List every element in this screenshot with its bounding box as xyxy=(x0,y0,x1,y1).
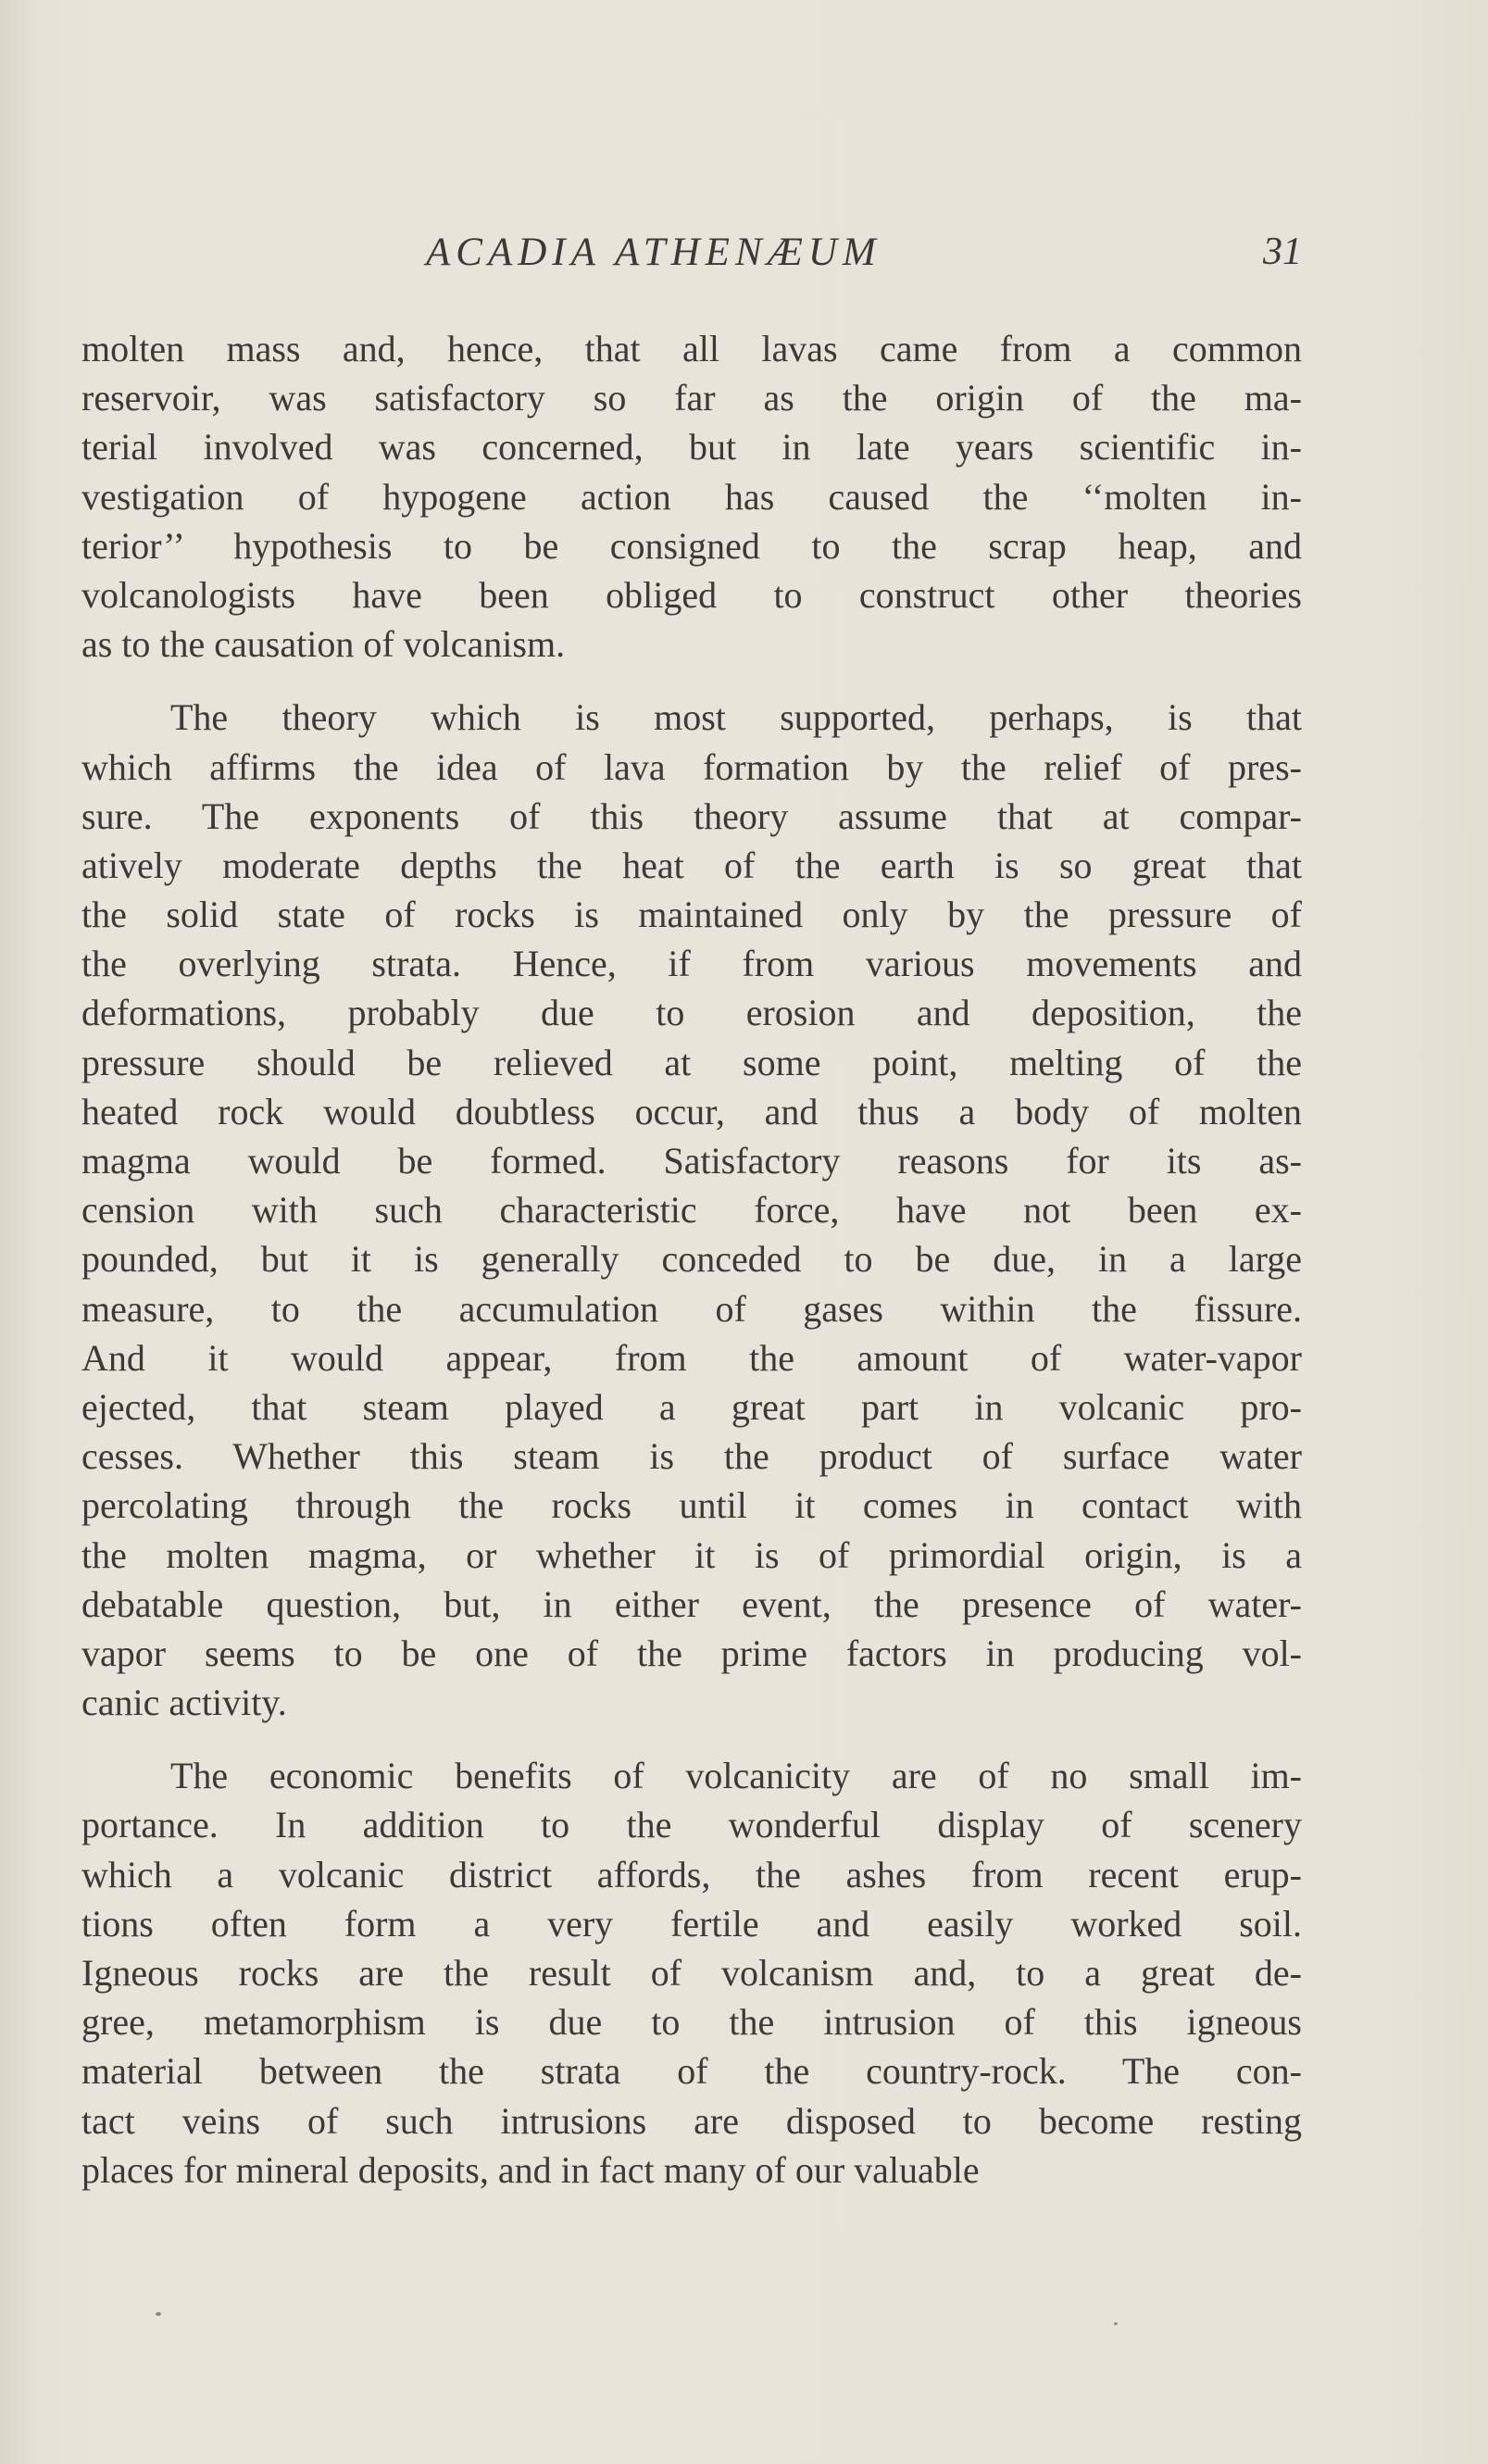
text-line: cesses. Whether this steam is the product of surface water xyxy=(81,1435,1302,1478)
text-line: which affirms the idea of lava formation by the relief of pres- xyxy=(81,745,1302,788)
running-title: ACADIA ATHENÆUM xyxy=(426,231,882,274)
text-line: atively moderate depths the heat of the earth is so great that xyxy=(81,844,1302,886)
text-line: vestigation of hypogene action has caused the ‘‘molten in- xyxy=(81,475,1302,518)
text-line: The economic benefits of volcanicity are of no small im- xyxy=(170,1755,1302,1797)
text-line: gree, metamorphism is due to the intrusion of this igneous xyxy=(81,2001,1302,2044)
text-line: Igneous rocks are the result of volcanism and, to a great de- xyxy=(81,1952,1302,1994)
text-line: the solid state of rocks is maintained only by the pressure of xyxy=(81,894,1302,936)
text-line: material between the strata of the country-rock. The con- xyxy=(81,2050,1302,2093)
paragraph xyxy=(81,693,1302,1727)
paragraph xyxy=(81,1751,1302,2195)
text-line: molten mass and, hence, that all lavas came from a common xyxy=(81,328,1302,369)
text-line: as to the causation of volcanism. xyxy=(81,623,566,666)
text-line: magma would be formed. Satisfactory reasons for its as- xyxy=(81,1140,1302,1182)
text-line: heated rock would doubtless occur, and thus a body of molten xyxy=(81,1090,1302,1132)
page-header xyxy=(81,230,1302,285)
text-line: which a volcanic district affords, the ashes from recent erup- xyxy=(81,1853,1302,1895)
text-line: the molten magma, or whether it is of primordial origin, is a xyxy=(81,1533,1302,1576)
text-line: terial involved was concerned, but in late years scientific in- xyxy=(81,426,1302,469)
text-line: tact veins of such intrusions are disposed to become resting xyxy=(81,2099,1302,2142)
text-line: tions often form a very fertile and easily worked soil. xyxy=(81,1902,1302,1945)
ink-speck xyxy=(156,2312,161,2316)
text-line: The theory which is most supported, perhaps, is that xyxy=(170,696,1302,739)
text-line: reservoir, was satisfactory so far as the origin of the ma- xyxy=(81,377,1302,419)
text-line: portance. In addition to the wonderful display of scenery xyxy=(81,1804,1302,1846)
text-line: pounded, but it is generally conceded to be due, in a large xyxy=(81,1238,1302,1281)
ink-speck xyxy=(1114,2322,1118,2325)
text-line: vapor seems to be one of the prime factors in producing vol- xyxy=(81,1632,1302,1674)
text-line: volcanologists have been obliged to construct other theories xyxy=(81,573,1302,616)
text-line: terior’’ hypothesis to be consigned to the scrap heap, and xyxy=(81,524,1302,567)
text-line: And it would appear, from the amount of water-vapor xyxy=(81,1336,1302,1379)
text-line: pressure should be relieved at some point, melting of the xyxy=(81,1041,1302,1083)
page-number: 31 xyxy=(1263,231,1302,273)
text-line: canic activity. xyxy=(81,1682,287,1724)
text-line: cension with such characteristic force, have not been ex- xyxy=(81,1189,1302,1232)
text-line: measure, to the accumulation of gases within the fissure. xyxy=(81,1287,1302,1330)
paragraph xyxy=(81,324,1302,669)
text-line: ejected, that steam played a great part in volcanic pro- xyxy=(81,1385,1302,1428)
text-line: deformations, probably due to erosion and deposition, the xyxy=(81,992,1302,1034)
text-line: debatable question, but, in either event, the presence of water- xyxy=(81,1582,1302,1625)
text-line: the overlying strata. Hence, if from various movements and xyxy=(81,943,1302,985)
text-line: places for mineral deposits, and in fact many of our valuable xyxy=(81,2148,980,2191)
body-text xyxy=(81,324,1302,2219)
text-line: percolating through the rocks until it comes in contact with xyxy=(81,1484,1302,1527)
text-line: sure. The exponents of this theory assume that at compar- xyxy=(81,794,1302,837)
